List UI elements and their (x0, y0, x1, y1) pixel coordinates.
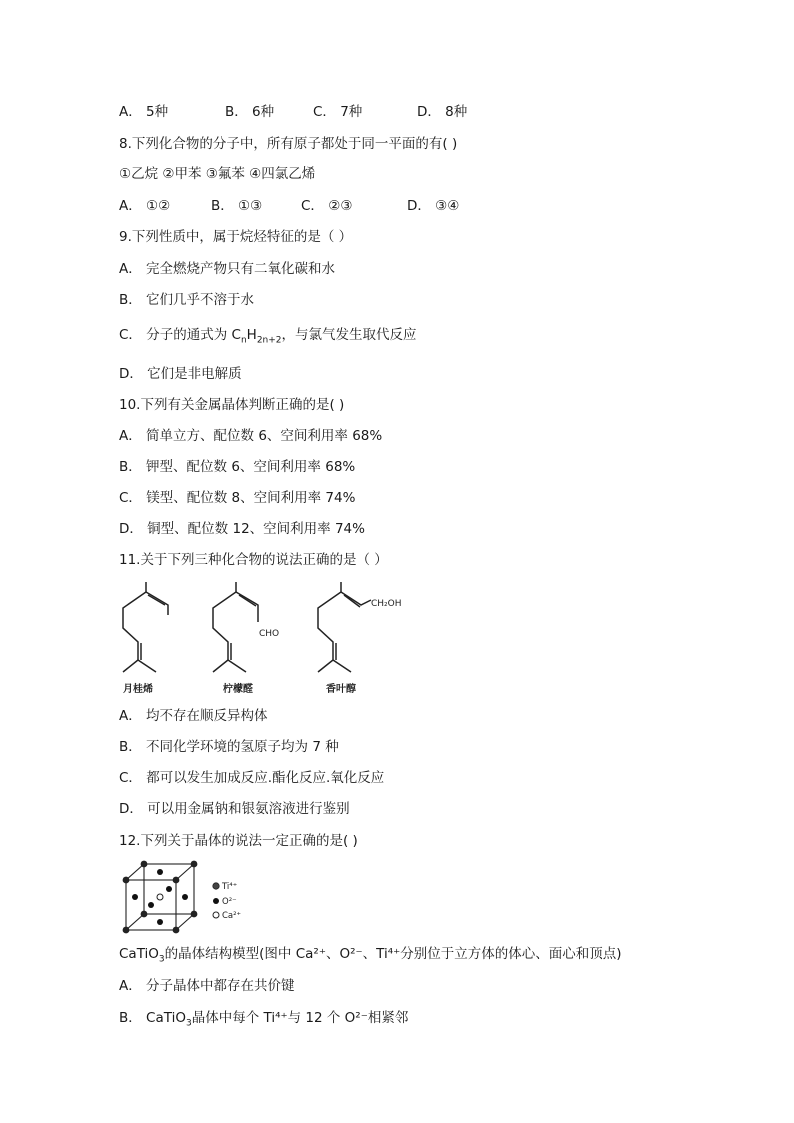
q7-option-a: A． 5种 (119, 104, 169, 120)
q8-option-d: D． ③④ (407, 198, 460, 214)
q8-option-a: A． ①② (119, 198, 171, 214)
geraniol-skeleton (318, 582, 371, 672)
q11-option-a: A． 均不存在顺反异构体 (119, 708, 268, 724)
q11-option-c: C． 都可以发生加成反应.酯化反应.氧化反应 (119, 770, 385, 786)
myrcene-label: 月桂烯 (123, 684, 153, 695)
q10-option-b: B． 钾型、配位数 6、空间利用率 68% (119, 459, 356, 475)
q9-c-mid: H (246, 327, 257, 343)
q9-option-a: A． 完全燃烧产物只有二氧化碳和水 (119, 261, 336, 277)
q9-c-pre: C． 分子的通式为 C (119, 327, 241, 343)
q12-b-post: 晶体中每个 Ti⁴⁺与 12 个 O²⁻相紧邻 (191, 1010, 409, 1026)
q12-caption-pre: CaTiO (119, 946, 159, 962)
cho-group-label: CHO (259, 629, 280, 639)
legend-ca: Ca²⁺ (222, 911, 242, 921)
legend-o: O²⁻ (222, 897, 237, 907)
geraniol-label: 香叶醇 (326, 684, 356, 695)
q9-c-sub2: 2n+2 (256, 335, 282, 346)
q8-option-c: C． ②③ (301, 198, 353, 214)
q9-option-c (119, 326, 417, 350)
q12-b-pre: B． CaTiO (119, 1010, 186, 1026)
ch2oh-group-label: CH₂OH (371, 599, 402, 609)
q12-caption-post: 的晶体结构模型(图中 Ca²⁺、O²⁻、Ti⁴⁺分别位于立方体的体心、面心和顶点) (164, 946, 622, 962)
q7-option-b: B． 6种 (225, 104, 275, 120)
q12-caption-sub: 3 (158, 954, 165, 965)
citral-label: 柠檬醛 (223, 684, 253, 695)
q9-option-b: B． 它们几乎不溶于水 (119, 292, 255, 308)
q8-items: ①乙烷 ②甲苯 ③氟苯 ④四氯乙烯 (119, 166, 316, 182)
citral-skeleton (213, 582, 258, 672)
q10-option-c: C． 镁型、配位数 8、空间利用率 74% (119, 490, 356, 506)
q12-b-sub: 3 (185, 1018, 192, 1029)
myrcene-skeleton (123, 582, 168, 672)
q9-option-d: D． 它们是非电解质 (119, 366, 242, 382)
q12-caption (119, 945, 622, 969)
ca-ion (157, 894, 163, 900)
crystal-svg (118, 858, 258, 938)
q10-stem: 10.下列有关金属晶体判断正确的是( ) (119, 397, 345, 413)
q11-option-b: B． 不同化学环境的氢原子均为 7 种 (119, 739, 339, 755)
q9-c-post: ，与氯气发生取代反应 (281, 327, 417, 343)
q11-option-d: D． 可以用金属钠和银氨溶液进行鉴别 (119, 801, 350, 817)
q7-options (119, 103, 467, 121)
q12-option-b (119, 1009, 408, 1033)
q9-c-sub1: n (240, 335, 247, 346)
structures-svg (115, 578, 405, 696)
q8-options (119, 197, 459, 215)
q12-crystal-figure (118, 858, 258, 938)
q10-option-a: A． 简单立方、配位数 6、空间利用率 68% (119, 428, 383, 444)
q8-stem: 8.下列化合物的分子中，所有原子都处于同一平面的有( ) (119, 136, 458, 152)
q12-option-a: A． 分子晶体中都存在共价键 (119, 978, 295, 994)
legend-ti: Ti⁴⁺ (222, 882, 238, 892)
legend (213, 882, 241, 921)
q7-option-c: C． 7种 (313, 104, 363, 120)
q9-stem: 9.下列性质中，属于烷烃特征的是（ ） (119, 229, 353, 245)
q11-structures-figure (115, 578, 405, 696)
q12-stem: 12.下列关于晶体的说法一定正确的是( ) (119, 833, 358, 849)
q10-option-d: D． 铜型、配位数 12、空间利用率 74% (119, 521, 365, 537)
q11-stem: 11.关于下列三种化合物的说法正确的是（ ） (119, 552, 388, 568)
q7-option-d: D． 8种 (417, 104, 468, 120)
q8-option-b: B． ①③ (211, 198, 263, 214)
